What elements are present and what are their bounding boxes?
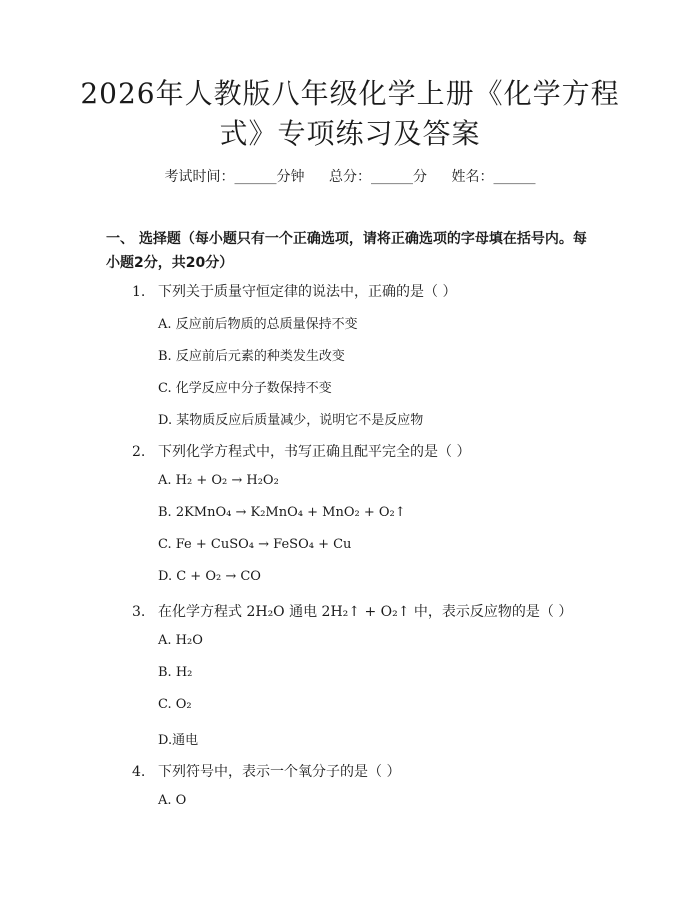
exam-score: 总分：______分 [329,169,427,185]
q2-option-b: B. 2KMnO₄ → K₂MnO₄ + MnO₂ + O₂↑ [158,505,406,520]
q3-option-d: D.通电 [158,733,199,748]
question-2 [132,441,470,461]
q1-option-c: C. 化学反应中分子数保持不变 [158,381,332,396]
title-line-2: 式》专项练习及答案 [219,117,481,150]
document-title [0,74,700,154]
question-text: 在化学方程式 2H₂O 通电 2H₂↑ + O₂↑ 中，表示反应物的是（ ） [158,604,573,620]
question-number: 2. [132,444,146,460]
title-line-1: 2026年人教版八年级化学上册《化学方程 [80,77,620,110]
exam-meta [0,166,700,186]
q1-option-b: B. 反应前后元素的种类发生改变 [158,349,345,364]
question-number: 4. [132,764,146,780]
q1-option-d: D. 某物质反应后质量减少，说明它不是反应物 [158,413,424,428]
question-4 [132,761,400,781]
section-heading: 一、 选择题（每小题只有一个正确选项，请将正确选项的字母填在括号内。每小题2分，共20分） [106,231,587,271]
question-text: 下列化学方程式中，书写正确且配平完全的是（ ） [158,444,471,460]
question-number: 1. [132,284,146,300]
q1-option-a: A. 反应前后物质的总质量保持不变 [158,317,358,332]
q3-option-b: B. H₂ [158,665,193,680]
q4-option-a: A. O [158,793,187,808]
question-text: 下列符号中，表示一个氧分子的是（ ） [158,764,401,780]
exam-time: 考试时间：______分钟 [164,169,305,185]
q3-option-a: A. H₂O [158,633,203,648]
q2-option-d: D. C + O₂ → CO [158,569,261,584]
q3-option-c: C. O₂ [158,697,192,712]
q2-option-a: A. H₂ + O₂ → H₂O₂ [158,473,279,488]
question-1 [132,281,456,301]
question-number: 3. [132,604,146,620]
question-text: 下列关于质量守恒定律的说法中，正确的是（ ） [158,284,457,300]
exam-name: 姓名：______ [451,169,536,185]
q2-option-c: C. Fe + CuSO₄ → FeSO₄ + Cu [158,537,352,552]
question-3 [132,601,572,621]
